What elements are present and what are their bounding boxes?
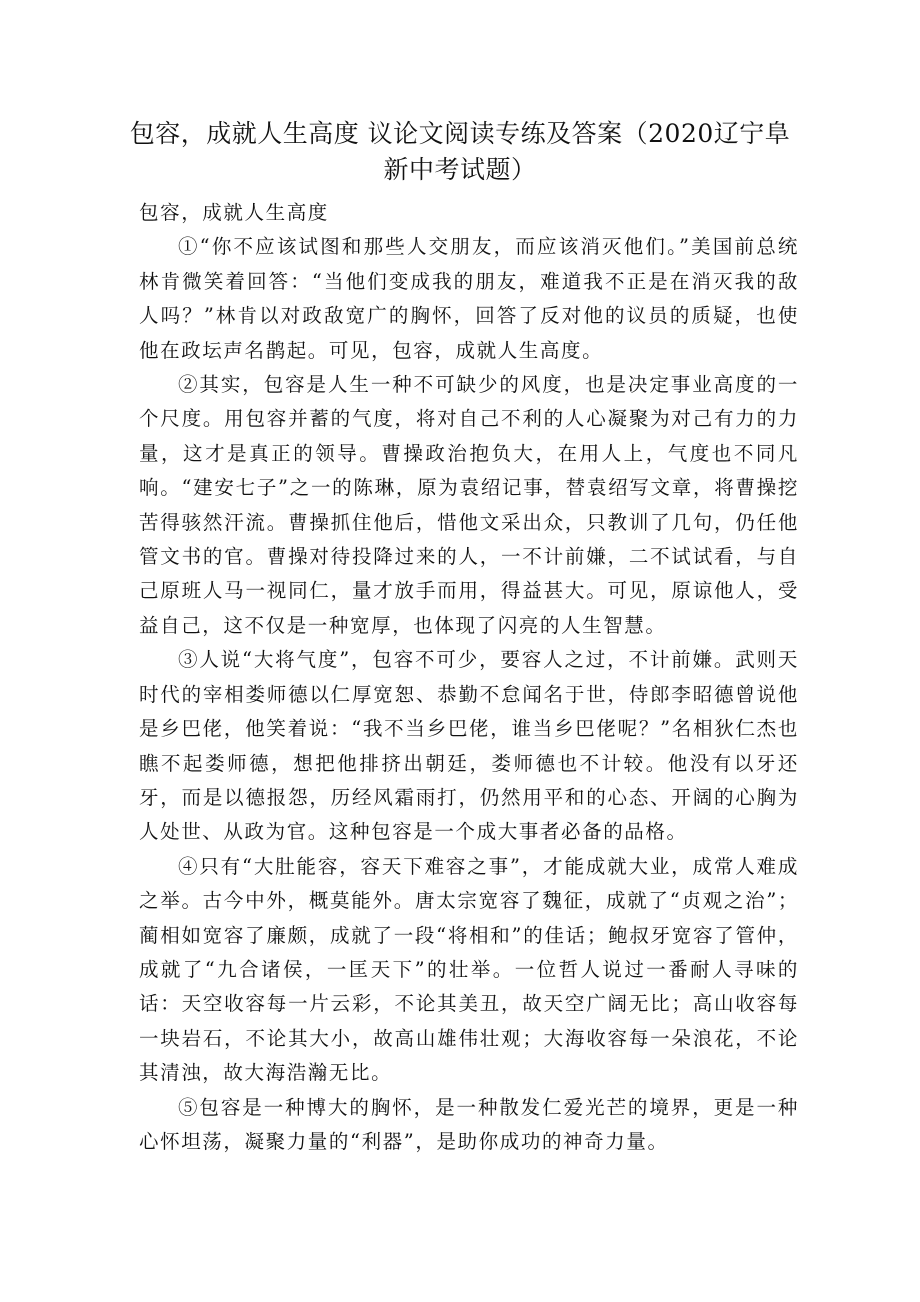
paragraph-5: ⑤包容是一种博大的胸怀，是一种散发仁爱光芒的境界，更是一种心怀坦荡，凝聚力量的“利器”，是助你成功的神奇力量。 (139, 1095, 799, 1153)
document-title (110, 116, 810, 188)
paragraph-1: ①“你不应该试图和那些人交朋友，而应该消灭他们。”美国前总统林肯微笑着回答：“当他们变成我的朋友，难道我不正是在消灭我的敌人吗？”林肯以对政敌宽广的胸怀，回答了反对他的议员的质疑，也使他在政坛声名鹊起。可见，包容，成就人生高度。 (139, 235, 799, 362)
document-title-line-2: 新中考试题） (383, 155, 537, 184)
paragraph-4: ④只有“大肚能容，容天下难容之事”，才能成就大业，成常人难成之举。古今中外，概莫能外。唐太宗宽容了魏征，成就了“贞观之治”；蔺相如宽容了廉颇，成就了一段“将相和”的佳话；鲍叔牙宽容了管仲，成就了“九合诸侯，一匡天下”的壮举。一位哲人说过一番耐人寻味的话：天空收容每一片云彩，不论其美丑，故天空广阔无比；高山收容每一块岩石，不论其大小，故高山雄伟壮观；大海收容每一朵浪花，不论其清浊，故大海浩瀚无比。 (139, 854, 799, 1085)
paragraph-3: ③人说“大将气度”，包容不可少，要容人之过，不计前嫌。武则天时代的宰相娄师德以仁厚宽恕、恭勤不怠闻名于世，侍郎李昭德曾说他是乡巴佬，他笑着说：“我不当乡巴佬，谁当乡巴佬呢？”名相狄仁杰也瞧不起娄师德，想把他排挤出朝廷，娄师德也不计较。他没有以牙还牙，而是以德报怨，历经风霜雨打，仍然用平和的心态、开阔的心胸为人处世、从政为官。这种包容是一个成大事者必备的品格。 (139, 648, 799, 844)
document-title-line-1: 包容，成就人生高度 议论文阅读专练及答案（2020辽宁阜 (129, 119, 791, 148)
article-body (139, 196, 799, 1159)
paragraph-2: ②其实，包容是人生一种不可缺少的风度，也是决定事业高度的一个尺度。用包容并蓄的气度，将对自己不利的人心凝聚为对己有力的力量，这才是真正的领导。曹操政治抱负大，在用人上，气度也不同凡响。“建安七子”之一的陈琳，原为袁绍记事，替袁绍写文章，将曹操挖苦得骇然汗流。曹操抓住他后，惜他文采出众，只教训了几句，仍任他管文书的官。曹操对待投降过来的人，一不计前嫌，二不试试看，与自己原班人马一视同仁，量才放手而用，得益甚大。可见，原谅他人，受益自己，这不仅是一种宽厚，也体现了闪亮的人生智慧。 (139, 373, 799, 637)
article-heading: 包容，成就人生高度 (139, 201, 329, 224)
